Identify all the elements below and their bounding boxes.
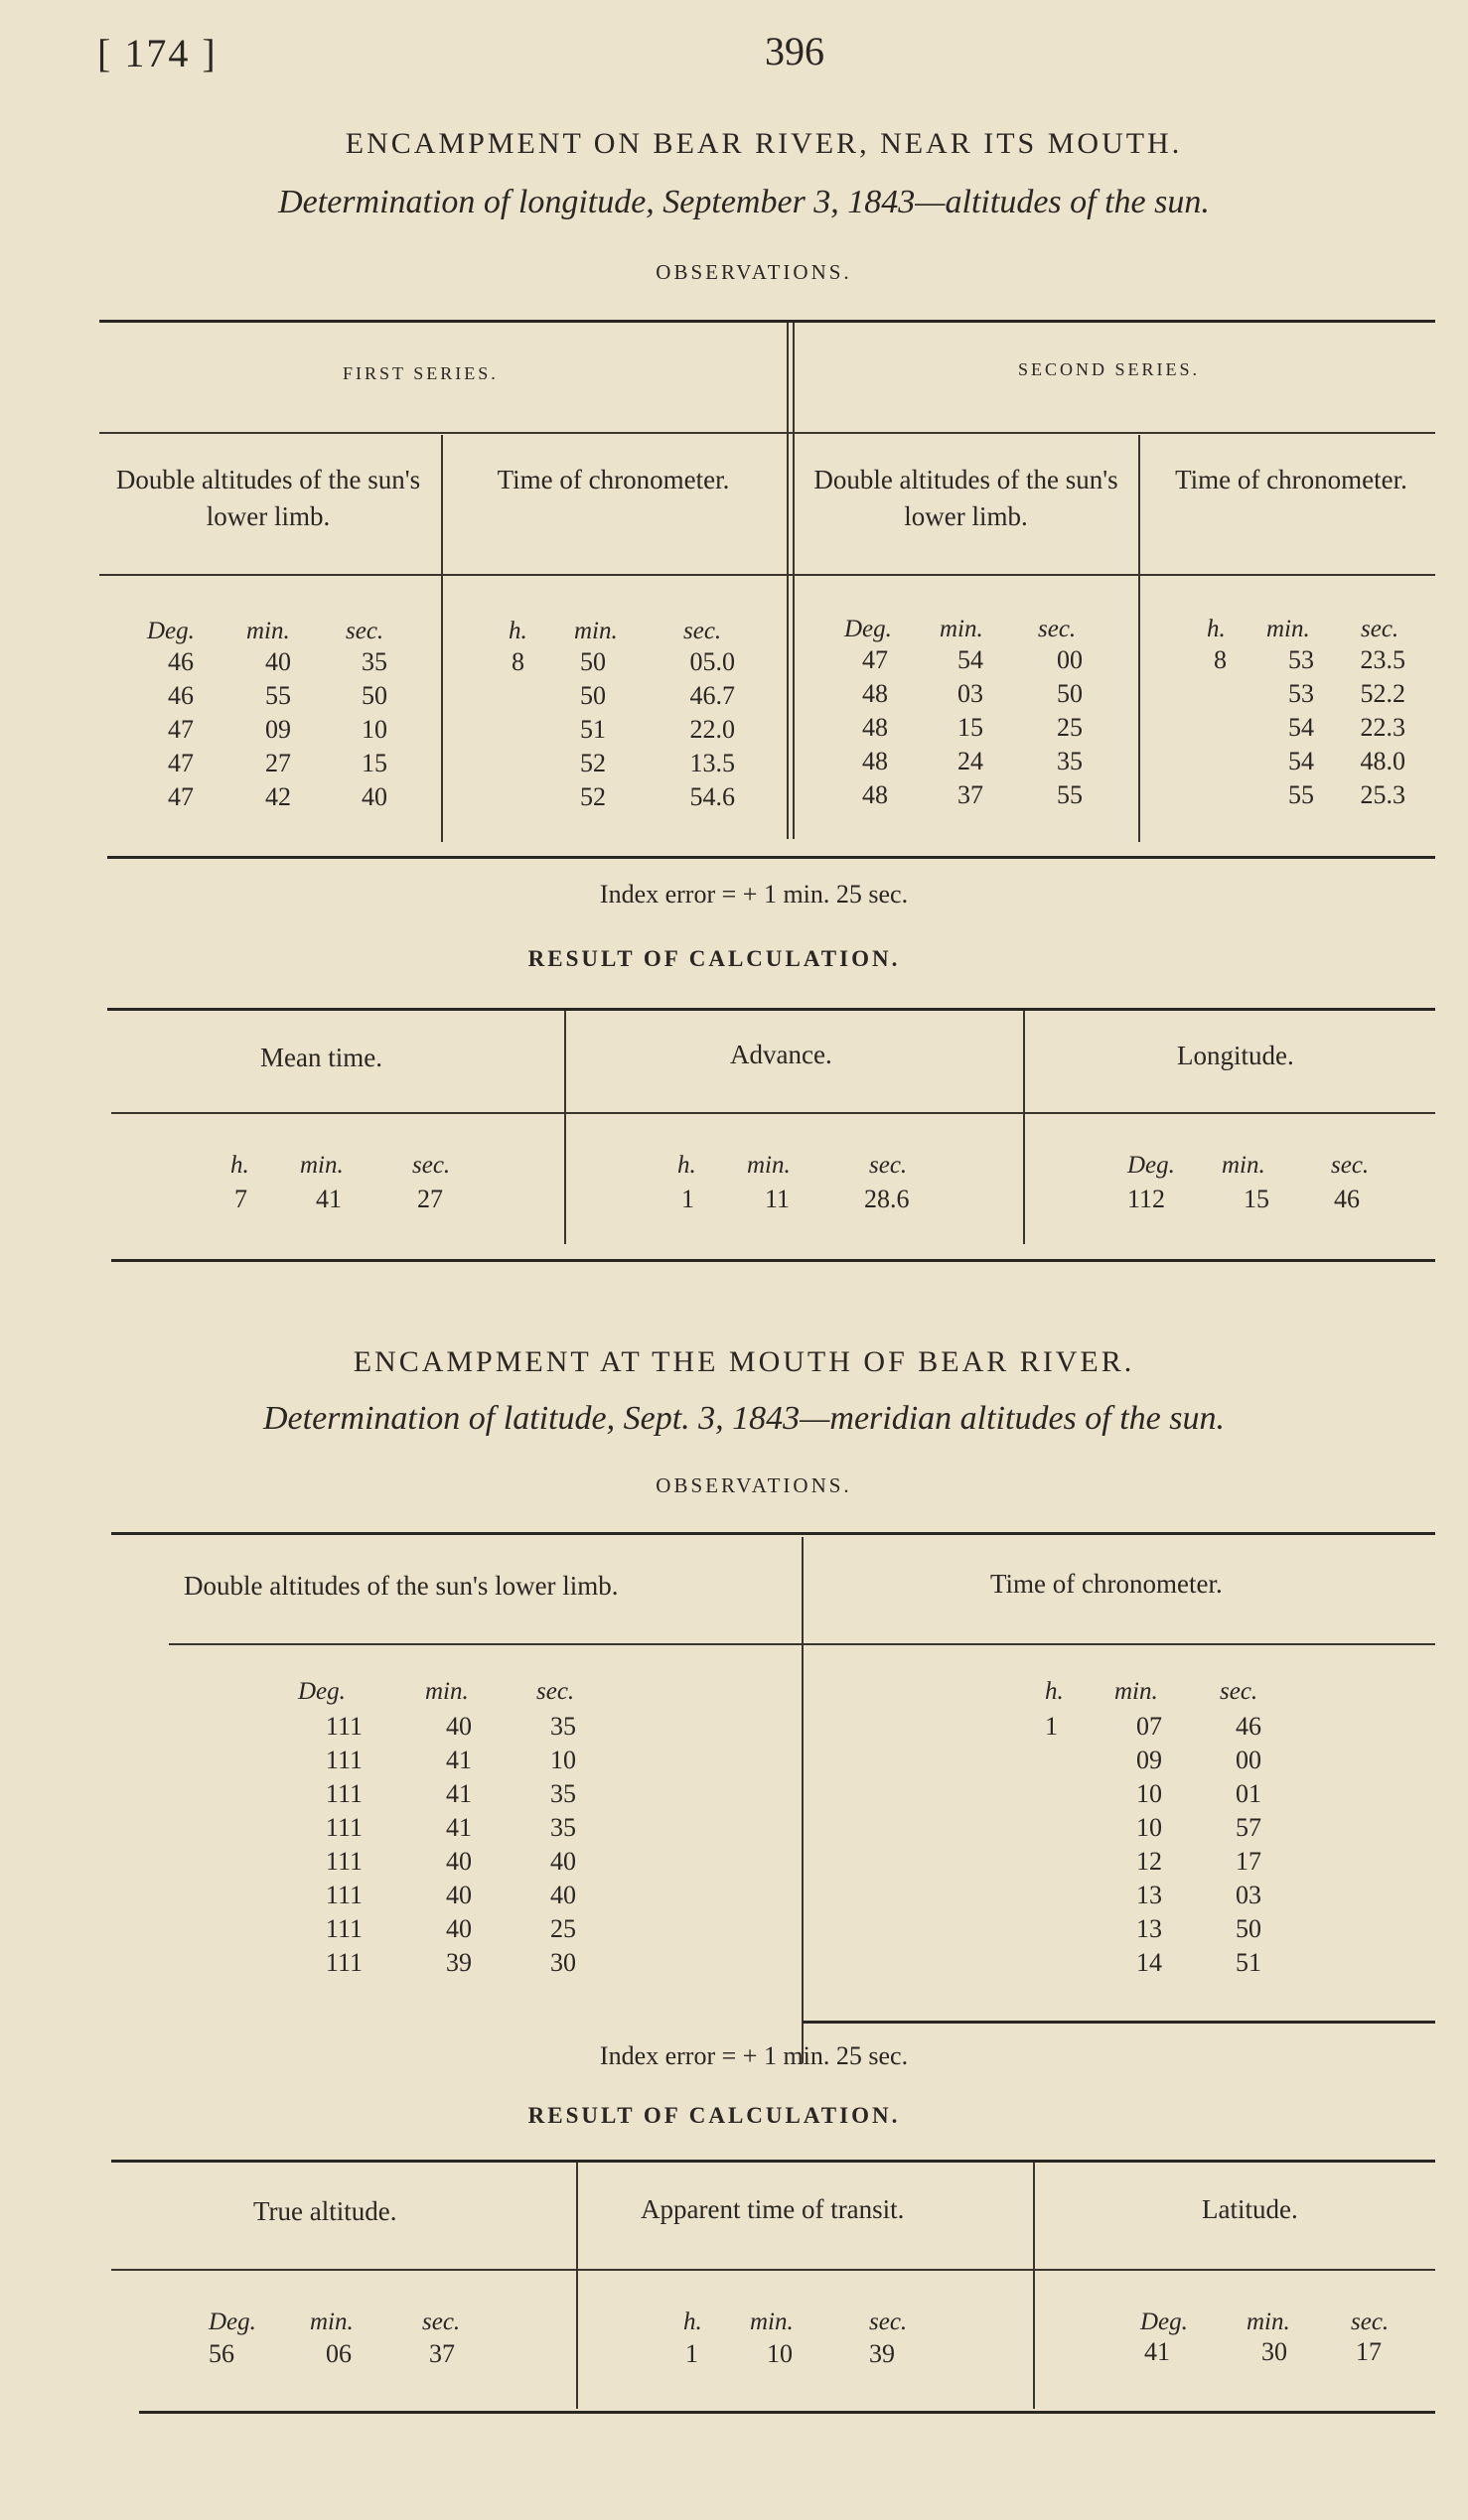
min-value: 55: [1288, 780, 1314, 809]
table-row: [497, 681, 735, 715]
table-row: [129, 715, 387, 749]
result1-bottom-rule: [111, 1259, 1435, 1262]
deg-value: 48: [862, 713, 888, 742]
unit-min: min.: [246, 618, 290, 644]
table-row: [318, 1914, 576, 1948]
sec-value: 25.3: [1360, 780, 1405, 809]
sec-value: 35: [550, 1712, 576, 1741]
min-value: 50: [580, 647, 606, 676]
table1-series-divider-2: [793, 323, 795, 839]
table-row: [1043, 1712, 1261, 1746]
min-value: 15: [957, 713, 983, 742]
section1-subtitle: Determination of longitude, September 3, 1843—altitudes of the sun.: [278, 184, 1210, 220]
unit-deg: Deg.: [844, 616, 892, 642]
table-row: [129, 782, 387, 816]
advance-header: Advance.: [730, 1040, 832, 1069]
deg-value: 48: [862, 747, 888, 775]
table-row: [1202, 780, 1405, 814]
sec-value: 01: [1236, 1779, 1261, 1808]
table2-top-rule: [111, 1532, 1435, 1535]
min-value: 13: [1136, 1914, 1162, 1943]
sec-value: 50: [362, 681, 387, 710]
min-value: 10: [1136, 1813, 1162, 1842]
h-value: 8: [512, 647, 524, 676]
unit-deg: Deg.: [1127, 1152, 1175, 1179]
table1-col-divider-1: [441, 435, 443, 842]
table-row: [318, 1847, 576, 1881]
longitude-sec: 46: [1334, 1185, 1360, 1213]
unit-min: min.: [574, 618, 618, 644]
sec-value: 35: [1057, 747, 1083, 775]
unit-sec: sec.: [346, 618, 384, 644]
unit-min: min.: [310, 2309, 354, 2335]
min-value: 41: [446, 1813, 472, 1842]
first-alt-rows: [129, 647, 387, 816]
unit-h: h.: [509, 618, 527, 644]
h-value: 8: [1214, 645, 1227, 674]
unit-min: min.: [1114, 1678, 1158, 1705]
unit-min: min.: [425, 1678, 469, 1705]
sec-value: 25: [550, 1914, 576, 1943]
table-row: [318, 1948, 576, 1982]
sec-value: 00: [1057, 645, 1083, 674]
deg-value: 46: [168, 681, 194, 710]
deg-value: 48: [862, 780, 888, 809]
table-row: [1043, 1881, 1261, 1914]
deg-value: 111: [325, 1914, 363, 1943]
sec-value: 03: [1236, 1881, 1261, 1909]
min-value: 54: [1288, 713, 1314, 742]
sec-value: 22.3: [1360, 713, 1405, 742]
min-value: 55: [265, 681, 291, 710]
unit-min: min.: [750, 2309, 794, 2335]
mean-time-header: Mean time.: [260, 1043, 382, 1072]
latitude-min: 30: [1261, 2337, 1287, 2366]
section2-subtitle: Determination of latitude, Sept. 3, 1843—meridian altitudes of the sun.: [263, 1400, 1225, 1437]
latitude-sec: 17: [1356, 2337, 1382, 2366]
unit-min: min.: [300, 1152, 344, 1179]
sec-value: 15: [362, 749, 387, 777]
unit-sec: sec.: [869, 2309, 908, 2335]
sec-value: 10: [550, 1746, 576, 1774]
min-value: 07: [1136, 1712, 1162, 1741]
advance-min: 11: [765, 1185, 791, 1213]
unit-min: min.: [940, 616, 983, 642]
deg-value: 47: [168, 782, 194, 811]
sec-value: 35: [362, 647, 387, 676]
sec-value: 40: [550, 1881, 576, 1909]
sec-value: 17: [1236, 1847, 1261, 1876]
latitude-deg: 41: [1144, 2337, 1170, 2366]
min-value: 13: [1136, 1881, 1162, 1909]
second-alt-rows: [824, 645, 1083, 814]
table-row: [1043, 1779, 1261, 1813]
deg-value: 111: [325, 1847, 363, 1876]
min-value: 39: [446, 1948, 472, 1977]
result2-bottom-rule: [139, 2411, 1435, 2414]
second-time-header: Time of chronometer.: [1175, 465, 1407, 494]
table-row: [318, 1881, 576, 1914]
sec-value: 13.5: [689, 749, 735, 777]
deg-value: 47: [168, 749, 194, 777]
unit-sec: sec.: [1351, 2309, 1390, 2335]
sec-value: 54.6: [689, 782, 735, 811]
unit-h: h.: [1207, 616, 1226, 642]
transit-sec: 39: [869, 2339, 895, 2368]
true-alt-min: 06: [326, 2339, 352, 2368]
table-row: [129, 681, 387, 715]
sec-value: 57: [1236, 1813, 1261, 1842]
table-row: [318, 1712, 576, 1746]
table2-alt-header: Double altitudes of the sun's lower limb.: [184, 1571, 619, 1601]
deg-value: 46: [168, 647, 194, 676]
unit-min: min.: [1266, 616, 1310, 642]
mean-time-min: 41: [316, 1185, 342, 1213]
min-value: 51: [580, 715, 606, 744]
page-number: 396: [765, 29, 824, 73]
min-value: 54: [957, 645, 983, 674]
advance-h: 1: [681, 1185, 694, 1213]
sec-value: 46: [1236, 1712, 1261, 1741]
true-alt-sec: 37: [429, 2339, 455, 2368]
table2-alt-rows: [318, 1712, 576, 1982]
result1-col-divider-2: [1023, 1011, 1025, 1244]
table1-top-rule: [99, 320, 1435, 323]
unit-deg: Deg.: [1140, 2309, 1188, 2335]
sec-value: 10: [362, 715, 387, 744]
min-value: 40: [446, 1914, 472, 1943]
unit-deg: Deg.: [298, 1678, 346, 1705]
min-value: 03: [957, 679, 983, 708]
min-value: 52: [580, 782, 606, 811]
table-row: [824, 713, 1083, 747]
second-time-rows: [1202, 645, 1405, 814]
min-value: 53: [1288, 645, 1314, 674]
deg-value: 111: [325, 1881, 363, 1909]
deg-value: 47: [168, 715, 194, 744]
table-row: [318, 1746, 576, 1779]
unit-deg: Deg.: [209, 2309, 256, 2335]
transit-h: 1: [685, 2339, 698, 2368]
second-series-label: SECOND SERIES.: [1018, 359, 1201, 379]
table-row: [1202, 747, 1405, 780]
true-altitude-header: True altitude.: [253, 2196, 397, 2226]
sec-value: 23.5: [1360, 645, 1405, 674]
table-row: [497, 749, 735, 782]
longitude-deg: 112: [1127, 1185, 1166, 1213]
sec-value: 35: [550, 1813, 576, 1842]
result2-header-rule: [111, 2269, 1435, 2271]
table-row: [129, 647, 387, 681]
table-row: [824, 679, 1083, 713]
min-value: 09: [265, 715, 291, 744]
result1-col-divider-1: [564, 1011, 566, 1244]
unit-sec: sec.: [1361, 616, 1399, 642]
min-value: 40: [446, 1847, 472, 1876]
transit-min: 10: [767, 2339, 793, 2368]
sec-value: 50: [1057, 679, 1083, 708]
unit-h: h.: [683, 2309, 702, 2335]
min-value: 37: [957, 780, 983, 809]
sec-value: 55: [1057, 780, 1083, 809]
min-value: 27: [265, 749, 291, 777]
min-value: 40: [265, 647, 291, 676]
min-value: 10: [1136, 1779, 1162, 1808]
second-alt-header: Double altitudes of the sun's lower limb.: [813, 465, 1118, 531]
unit-h: h.: [677, 1152, 696, 1179]
result2-top-rule: [111, 2160, 1435, 2163]
sec-value: 00: [1236, 1746, 1261, 1774]
table-row: [1202, 645, 1405, 679]
min-value: 42: [265, 782, 291, 811]
table-row: [1043, 1813, 1261, 1847]
deg-value: 111: [325, 1813, 363, 1842]
min-value: 09: [1136, 1746, 1162, 1774]
unit-sec: sec.: [1220, 1678, 1258, 1705]
table1-series-divider: [787, 323, 789, 839]
deg-value: 111: [325, 1712, 363, 1741]
sec-value: 35: [550, 1779, 576, 1808]
table-row: [318, 1813, 576, 1847]
sec-value: 46.7: [689, 681, 735, 710]
h-value: 1: [1045, 1712, 1058, 1741]
table1-bottom-rule: [107, 856, 1435, 859]
table-row: [497, 782, 735, 816]
advance-sec: 28.6: [864, 1185, 910, 1213]
sec-value: 50: [1236, 1914, 1261, 1943]
section2-observations-label: OBSERVATIONS.: [656, 1473, 852, 1497]
deg-value: 111: [325, 1948, 363, 1977]
first-time-rows: [497, 647, 735, 816]
deg-value: 48: [862, 679, 888, 708]
min-value: 24: [957, 747, 983, 775]
unit-sec: sec.: [1331, 1152, 1370, 1179]
table-row: [1202, 679, 1405, 713]
section2-title: ENCAMPMENT AT THE MOUTH OF BEAR RIVER.: [353, 1345, 1135, 1378]
table1-header-rule: [99, 574, 1435, 576]
table2-time-header: Time of chronometer.: [990, 1569, 1223, 1599]
unit-sec: sec.: [422, 2309, 461, 2335]
sec-value: 52.2: [1360, 679, 1405, 708]
mean-time-sec: 27: [417, 1185, 443, 1213]
table-row: [497, 647, 735, 681]
sec-value: 40: [550, 1847, 576, 1876]
min-value: 52: [580, 749, 606, 777]
result2-col-divider-1: [576, 2163, 578, 2409]
table-row: [1043, 1847, 1261, 1881]
section1-result-label: RESULT OF CALCULATION.: [527, 946, 901, 971]
unit-sec: sec.: [412, 1152, 451, 1179]
unit-min: min.: [747, 1152, 791, 1179]
table-row: [129, 749, 387, 782]
sec-value: 51: [1236, 1948, 1261, 1977]
unit-sec: sec.: [683, 618, 722, 644]
min-value: 41: [446, 1779, 472, 1808]
sec-value: 05.0: [689, 647, 735, 676]
table-row: [318, 1779, 576, 1813]
table-row: [824, 645, 1083, 679]
table1-subhead-rule: [99, 432, 1435, 434]
min-value: 40: [446, 1712, 472, 1741]
deg-value: 47: [862, 645, 888, 674]
latitude-header: Latitude.: [1202, 2194, 1298, 2224]
longitude-header: Longitude.: [1177, 1041, 1294, 1070]
true-alt-deg: 56: [209, 2339, 234, 2368]
longitude-min: 15: [1244, 1185, 1269, 1213]
section2-result-label: RESULT OF CALCULATION.: [527, 2103, 901, 2128]
result1-header-rule: [111, 1112, 1435, 1114]
section1-title: ENCAMPMENT ON BEAR RIVER, NEAR ITS MOUTH.: [345, 127, 1183, 160]
deg-value: 111: [325, 1746, 363, 1774]
sec-value: 22.0: [689, 715, 735, 744]
unit-h: h.: [230, 1152, 249, 1179]
section1-index-error: Index error = + 1 min. 25 sec.: [599, 880, 909, 909]
min-value: 12: [1136, 1847, 1162, 1876]
transit-header: Apparent time of transit.: [641, 2194, 905, 2224]
table2-header-rule: [169, 1643, 1435, 1645]
bracket-page-number: [ 174 ]: [97, 31, 218, 75]
unit-min: min.: [1247, 2309, 1290, 2335]
table-row: [824, 747, 1083, 780]
unit-sec: sec.: [1038, 616, 1077, 642]
min-value: 54: [1288, 747, 1314, 775]
first-series-label: FIRST SERIES.: [343, 363, 499, 383]
table-row: [1043, 1746, 1261, 1779]
result2-col-divider-2: [1033, 2163, 1035, 2409]
table2-time-rows: [1043, 1712, 1261, 1982]
sec-value: 48.0: [1360, 747, 1405, 775]
mean-time-h: 7: [234, 1185, 247, 1213]
table2-col-divider: [802, 1537, 804, 2063]
table-row: [1202, 713, 1405, 747]
result1-top-rule: [107, 1008, 1435, 1011]
min-value: 41: [446, 1746, 472, 1774]
unit-sec: sec.: [869, 1152, 908, 1179]
unit-deg: Deg.: [147, 618, 195, 644]
sec-value: 30: [550, 1948, 576, 1977]
unit-sec: sec.: [536, 1678, 575, 1705]
deg-value: 111: [325, 1779, 363, 1808]
min-value: 14: [1136, 1948, 1162, 1977]
sec-value: 40: [362, 782, 387, 811]
unit-h: h.: [1045, 1678, 1064, 1705]
table-row: [1043, 1948, 1261, 1982]
section2-index-error: Index error = + 1 min. 25 sec.: [599, 2041, 909, 2070]
table-row: [824, 780, 1083, 814]
section1-observations-label: OBSERVATIONS.: [656, 260, 852, 284]
sec-value: 25: [1057, 713, 1083, 742]
table-row: [1043, 1914, 1261, 1948]
min-value: 53: [1288, 679, 1314, 708]
unit-min: min.: [1222, 1152, 1265, 1179]
table-row: [497, 715, 735, 749]
min-value: 40: [446, 1881, 472, 1909]
table2-bottom-rule: [803, 2021, 1435, 2024]
first-time-header: Time of chronometer.: [497, 465, 730, 494]
first-alt-header: Double altitudes of the sun's lower limb.: [115, 465, 421, 531]
table1-col-divider-3: [1138, 435, 1140, 842]
min-value: 50: [580, 681, 606, 710]
